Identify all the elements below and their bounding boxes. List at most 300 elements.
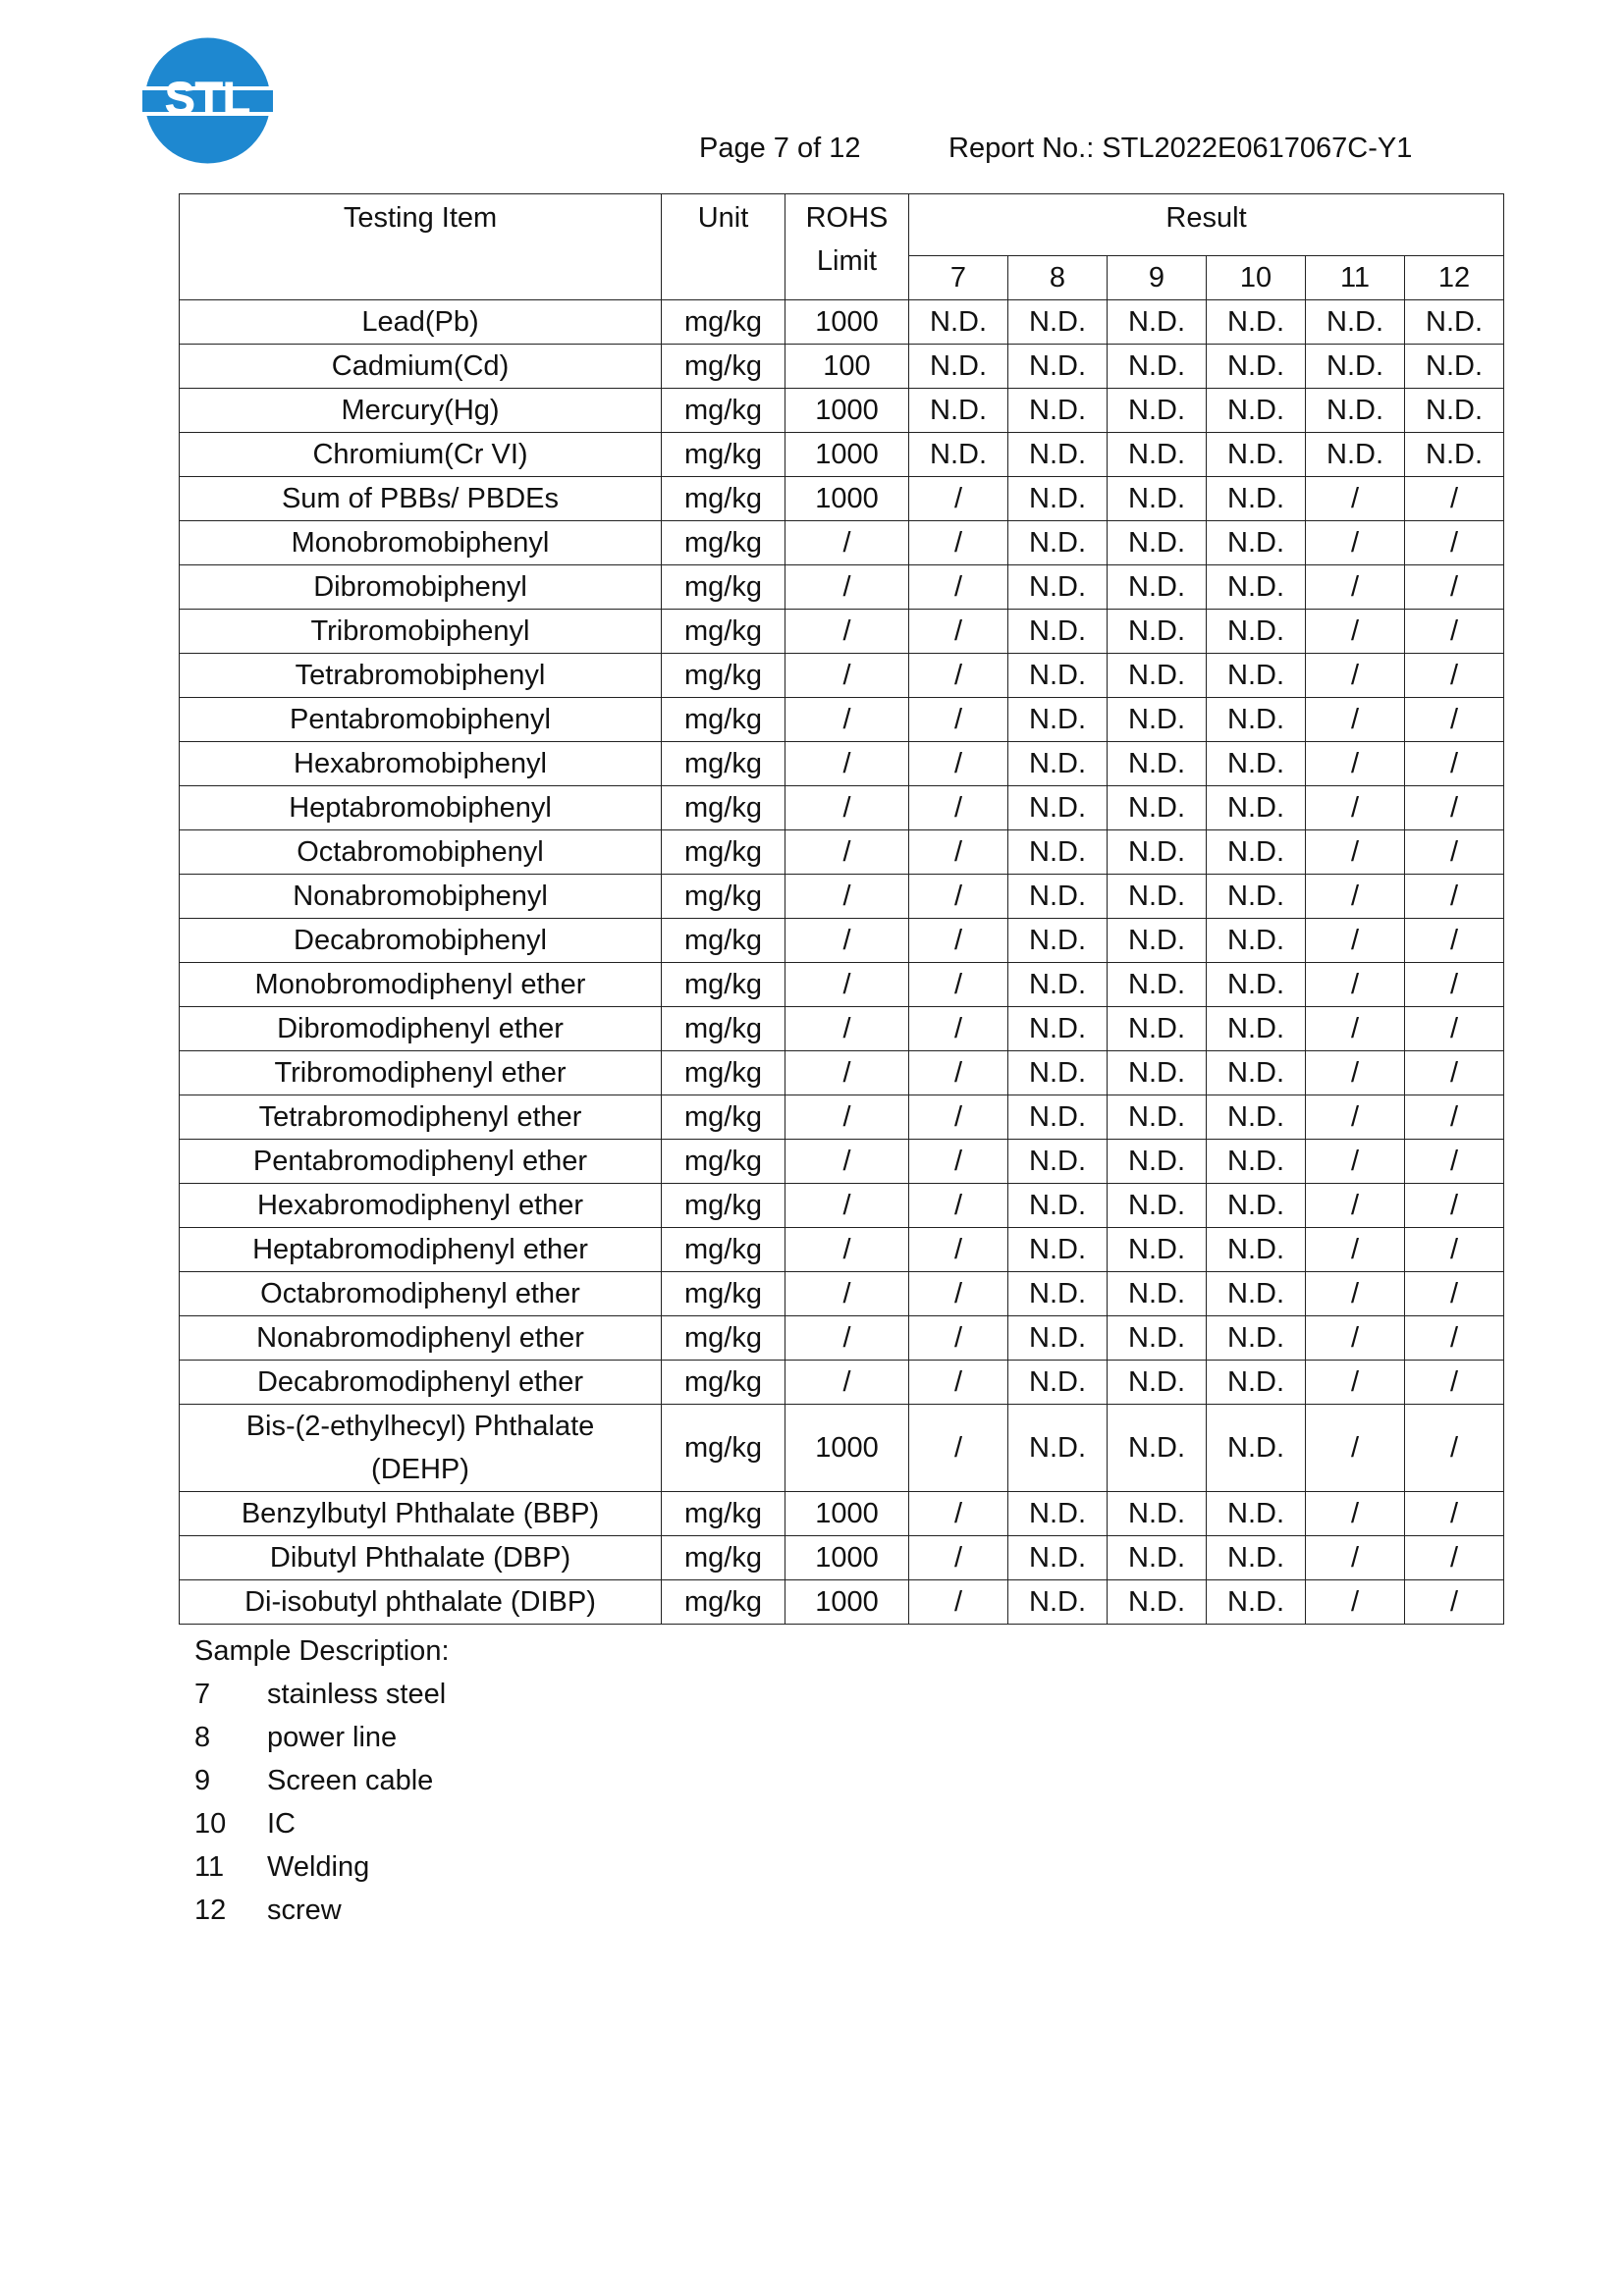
unit-cell: mg/kg (662, 1228, 785, 1272)
sample-number: 11 (194, 1851, 225, 1883)
result-cell: / (1405, 875, 1504, 919)
testing-item-cell: Lead(Pb) (180, 300, 662, 345)
col-rohs-limit-header (785, 194, 909, 300)
table-row (180, 345, 1504, 389)
result-cell: N.D. (1008, 565, 1108, 610)
result-cell: / (909, 1228, 1008, 1272)
result-cell: N.D. (1108, 1140, 1207, 1184)
limit-cell: / (785, 1184, 909, 1228)
result-cell: N.D. (1207, 521, 1306, 565)
testing-item-line1: Bis-(2-ethylhecyl) Phthalate (245, 1411, 595, 1442)
result-cell: N.D. (1108, 565, 1207, 610)
result-cell: / (1405, 1007, 1504, 1051)
result-cell: / (1405, 1051, 1504, 1095)
limit-cell: / (785, 1095, 909, 1140)
testing-item-cell: Sum of PBBs/ PBDEs (180, 477, 662, 521)
unit-cell: mg/kg (662, 1051, 785, 1095)
sample-desc: Welding (267, 1851, 370, 1883)
svg-text:STL: STL (165, 73, 250, 124)
result-cell: N.D. (1306, 433, 1405, 477)
limit-cell: 1000 (785, 477, 909, 521)
result-cell: N.D. (1306, 300, 1405, 345)
result-cell: N.D. (1108, 875, 1207, 919)
table-row (180, 963, 1504, 1007)
result-cell: / (1405, 742, 1504, 786)
unit-cell: mg/kg (662, 389, 785, 433)
table-row (180, 1405, 1504, 1492)
result-cell: N.D. (1108, 300, 1207, 345)
result-cell: / (909, 1580, 1008, 1625)
unit-cell: mg/kg (662, 742, 785, 786)
table-row (180, 610, 1504, 654)
result-cell: / (1405, 1140, 1504, 1184)
table-row (180, 1140, 1504, 1184)
limit-cell: / (785, 786, 909, 830)
limit-cell: / (785, 1316, 909, 1361)
testing-item-cell: Chromium(Cr VI) (180, 433, 662, 477)
sample-col-header: 11 (1306, 256, 1405, 300)
testing-item-cell: Hexabromodiphenyl ether (180, 1184, 662, 1228)
table-row (180, 654, 1504, 698)
limit-cell: / (785, 1007, 909, 1051)
result-cell: N.D. (1207, 1140, 1306, 1184)
testing-item-cell: Di-isobutyl phthalate (DIBP) (180, 1580, 662, 1625)
result-cell: N.D. (1108, 1051, 1207, 1095)
result-cell: / (1306, 1007, 1405, 1051)
sample-col-header: 12 (1405, 256, 1504, 300)
sample-description (194, 1629, 450, 1932)
testing-item-cell: Decabromobiphenyl (180, 919, 662, 963)
table-row (180, 1536, 1504, 1580)
result-cell: / (1405, 919, 1504, 963)
result-cell: N.D. (1207, 345, 1306, 389)
result-cell: N.D. (1108, 1095, 1207, 1140)
table-row (180, 389, 1504, 433)
result-cell: / (909, 1007, 1008, 1051)
result-cell: / (909, 1095, 1008, 1140)
result-cell: N.D. (1008, 389, 1108, 433)
table-row (180, 742, 1504, 786)
result-cell: / (1306, 1492, 1405, 1536)
limit-cell: / (785, 830, 909, 875)
testing-item-cell: Pentabromobiphenyl (180, 698, 662, 742)
limit-cell: / (785, 1228, 909, 1272)
testing-item-cell: Dibromodiphenyl ether (180, 1007, 662, 1051)
result-cell: / (1306, 1140, 1405, 1184)
result-cell: N.D. (1108, 1405, 1207, 1492)
result-cell: N.D. (1008, 1051, 1108, 1095)
result-cell: / (1306, 1051, 1405, 1095)
result-cell: N.D. (909, 300, 1008, 345)
result-cell: N.D. (1008, 300, 1108, 345)
limit-cell: / (785, 610, 909, 654)
result-cell: N.D. (1207, 1405, 1306, 1492)
result-cell: / (909, 1140, 1008, 1184)
result-cell: N.D. (1108, 1536, 1207, 1580)
result-cell: N.D. (1008, 1492, 1108, 1536)
result-cell: N.D. (909, 345, 1008, 389)
result-cell: N.D. (1108, 1184, 1207, 1228)
sample-number: 12 (194, 1895, 227, 1926)
result-cell: / (909, 521, 1008, 565)
unit-cell: mg/kg (662, 919, 785, 963)
result-cell: N.D. (1207, 1228, 1306, 1272)
sample-desc: IC (267, 1808, 296, 1840)
result-cell: / (1405, 610, 1504, 654)
result-cell: N.D. (1108, 477, 1207, 521)
limit-cell: 1000 (785, 389, 909, 433)
result-cell: N.D. (1306, 389, 1405, 433)
result-cell: / (1306, 477, 1405, 521)
result-cell: / (1405, 654, 1504, 698)
limit-cell: / (785, 963, 909, 1007)
testing-item-cell: Tribromodiphenyl ether (180, 1051, 662, 1095)
rohs-limit-line2: Limit (816, 245, 878, 277)
result-cell: / (1306, 654, 1405, 698)
result-cell: / (1306, 1184, 1405, 1228)
testing-item-cell: Octabromodiphenyl ether (180, 1272, 662, 1316)
table-row (180, 565, 1504, 610)
result-cell: / (909, 1272, 1008, 1316)
result-cell: N.D. (1108, 963, 1207, 1007)
unit-cell: mg/kg (662, 1140, 785, 1184)
limit-cell: 1000 (785, 433, 909, 477)
limit-cell: / (785, 1140, 909, 1184)
result-cell: N.D. (1207, 1316, 1306, 1361)
result-cell: N.D. (1207, 742, 1306, 786)
limit-cell: / (785, 521, 909, 565)
result-cell: / (1306, 1316, 1405, 1361)
result-cell: N.D. (1008, 1536, 1108, 1580)
report-number: Report No.: STL2022E0617067C-Y1 (948, 133, 1413, 164)
result-cell: / (1405, 1492, 1504, 1536)
result-cell: / (1405, 698, 1504, 742)
result-cell: N.D. (909, 433, 1008, 477)
sample-col-header: 7 (909, 256, 1008, 300)
result-cell: N.D. (1108, 1492, 1207, 1536)
result-cell: / (1405, 1361, 1504, 1405)
result-cell: N.D. (1008, 521, 1108, 565)
result-cell: N.D. (1405, 433, 1504, 477)
testing-item-cell: Nonabromobiphenyl (180, 875, 662, 919)
result-cell: N.D. (1008, 742, 1108, 786)
result-cell: N.D. (1405, 300, 1504, 345)
sample-col-header: 10 (1207, 256, 1306, 300)
limit-cell: 1000 (785, 1492, 909, 1536)
result-cell: / (1405, 963, 1504, 1007)
result-cell: N.D. (1108, 389, 1207, 433)
result-cell: N.D. (1008, 610, 1108, 654)
result-cell: N.D. (1108, 521, 1207, 565)
testing-item-cell (180, 1405, 662, 1492)
table-row (180, 1272, 1504, 1316)
result-cell: N.D. (1108, 698, 1207, 742)
result-cell: N.D. (1008, 654, 1108, 698)
result-cell: / (909, 1405, 1008, 1492)
sample-list (194, 1673, 450, 1932)
result-cell: N.D. (1108, 1316, 1207, 1361)
result-cell: N.D. (1207, 477, 1306, 521)
result-cell: / (909, 919, 1008, 963)
sample-desc: stainless steel (267, 1679, 447, 1710)
unit-cell: mg/kg (662, 786, 785, 830)
testing-item-cell: Dibutyl Phthalate (DBP) (180, 1536, 662, 1580)
unit-cell: mg/kg (662, 830, 785, 875)
result-cell: N.D. (1405, 345, 1504, 389)
result-cell: N.D. (1008, 477, 1108, 521)
result-cell: / (909, 963, 1008, 1007)
limit-cell: / (785, 565, 909, 610)
result-cell: / (909, 1184, 1008, 1228)
result-cell: N.D. (1008, 345, 1108, 389)
testing-item-cell: Decabromodiphenyl ether (180, 1361, 662, 1405)
result-cell: / (1306, 610, 1405, 654)
result-cell: N.D. (1207, 1361, 1306, 1405)
table-row (180, 521, 1504, 565)
result-cell: N.D. (1008, 433, 1108, 477)
result-cell: N.D. (1008, 830, 1108, 875)
sample-desc: screw (267, 1895, 342, 1926)
result-cell: / (1405, 1272, 1504, 1316)
result-cell: / (1306, 830, 1405, 875)
col-unit-header: Unit (662, 194, 785, 300)
result-cell: / (1306, 565, 1405, 610)
result-cell: / (909, 1492, 1008, 1536)
limit-cell: 1000 (785, 1405, 909, 1492)
table-row (180, 919, 1504, 963)
result-cell: N.D. (1207, 1051, 1306, 1095)
result-cell: / (1306, 1095, 1405, 1140)
result-cell: / (1405, 477, 1504, 521)
testing-item-cell: Octabromobiphenyl (180, 830, 662, 875)
results-table (179, 193, 1504, 1625)
result-cell: N.D. (1108, 786, 1207, 830)
result-cell: N.D. (1207, 1492, 1306, 1536)
unit-cell: mg/kg (662, 1095, 785, 1140)
sample-number: 9 (194, 1765, 211, 1796)
limit-cell: / (785, 1272, 909, 1316)
result-cell: / (1306, 875, 1405, 919)
testing-item-cell: Tetrabromodiphenyl ether (180, 1095, 662, 1140)
result-cell: N.D. (1306, 345, 1405, 389)
unit-cell: mg/kg (662, 300, 785, 345)
limit-cell: 1000 (785, 1580, 909, 1625)
table-row (180, 698, 1504, 742)
result-cell: / (909, 830, 1008, 875)
sample-item (194, 1716, 450, 1759)
result-cell: N.D. (1108, 830, 1207, 875)
testing-item-cell: Heptabromodiphenyl ether (180, 1228, 662, 1272)
col-testing-item-header: Testing Item (180, 194, 662, 300)
result-cell: N.D. (1008, 1405, 1108, 1492)
result-cell: / (1306, 1536, 1405, 1580)
result-cell: N.D. (1207, 1536, 1306, 1580)
unit-cell: mg/kg (662, 1361, 785, 1405)
result-cell: N.D. (1008, 1007, 1108, 1051)
result-cell: / (909, 565, 1008, 610)
sample-item (194, 1673, 450, 1716)
result-cell: N.D. (1108, 1007, 1207, 1051)
unit-cell: mg/kg (662, 1007, 785, 1051)
unit-cell: mg/kg (662, 963, 785, 1007)
unit-cell: mg/kg (662, 521, 785, 565)
table-row (180, 1316, 1504, 1361)
result-cell: N.D. (1108, 1228, 1207, 1272)
result-cell: N.D. (1108, 345, 1207, 389)
result-cell: N.D. (1207, 919, 1306, 963)
table-row (180, 1228, 1504, 1272)
rohs-limit-line1: ROHS (805, 202, 889, 234)
table-row (180, 1051, 1504, 1095)
testing-item-cell: Tetrabromobiphenyl (180, 654, 662, 698)
result-cell: N.D. (1108, 1272, 1207, 1316)
result-cell: / (909, 742, 1008, 786)
unit-cell: mg/kg (662, 1316, 785, 1361)
col-result-header: Result (909, 194, 1504, 256)
unit-cell: mg/kg (662, 610, 785, 654)
result-cell: / (1405, 1095, 1504, 1140)
table-row (180, 1007, 1504, 1051)
result-cell: / (1306, 1405, 1405, 1492)
unit-cell: mg/kg (662, 1272, 785, 1316)
result-cell: / (1405, 521, 1504, 565)
table-row (180, 477, 1504, 521)
result-cell: / (1306, 786, 1405, 830)
result-cell: / (909, 610, 1008, 654)
result-cell: / (1405, 786, 1504, 830)
sample-number: 7 (194, 1679, 211, 1710)
unit-cell: mg/kg (662, 1536, 785, 1580)
result-cell: / (909, 477, 1008, 521)
unit-cell: mg/kg (662, 654, 785, 698)
table-row (180, 1492, 1504, 1536)
result-cell: N.D. (1108, 1361, 1207, 1405)
result-cell: N.D. (1008, 1580, 1108, 1625)
result-cell: / (1405, 565, 1504, 610)
testing-item-cell: Pentabromodiphenyl ether (180, 1140, 662, 1184)
result-cell: N.D. (1008, 786, 1108, 830)
result-cell: / (909, 1051, 1008, 1095)
table-row (180, 1580, 1504, 1625)
table-row (180, 300, 1504, 345)
result-cell: / (1405, 830, 1504, 875)
testing-item-cell: Benzylbutyl Phthalate (BBP) (180, 1492, 662, 1536)
sample-number: 8 (194, 1722, 211, 1753)
sample-desc: Screen cable (267, 1765, 434, 1796)
unit-cell: mg/kg (662, 345, 785, 389)
result-cell: N.D. (909, 389, 1008, 433)
result-cell: N.D. (1207, 1580, 1306, 1625)
testing-item-cell: Tribromobiphenyl (180, 610, 662, 654)
unit-cell: mg/kg (662, 698, 785, 742)
result-cell: N.D. (1008, 1095, 1108, 1140)
result-cell: N.D. (1008, 963, 1108, 1007)
result-cell: N.D. (1207, 654, 1306, 698)
sample-item (194, 1802, 450, 1845)
result-cell: / (1306, 1272, 1405, 1316)
sample-item (194, 1759, 450, 1802)
result-cell: N.D. (1207, 1272, 1306, 1316)
limit-cell: / (785, 919, 909, 963)
limit-cell: / (785, 698, 909, 742)
table-row (180, 1095, 1504, 1140)
result-cell: / (1306, 698, 1405, 742)
result-cell: N.D. (1207, 1184, 1306, 1228)
table-row (180, 1361, 1504, 1405)
result-cell: N.D. (1108, 610, 1207, 654)
result-cell: N.D. (1108, 742, 1207, 786)
testing-item-line2: (DEHP) (371, 1454, 469, 1485)
page-header (0, 131, 1624, 170)
result-cell: / (1306, 1361, 1405, 1405)
result-cell: / (909, 1536, 1008, 1580)
result-cell: N.D. (1207, 389, 1306, 433)
result-cell: / (1405, 1536, 1504, 1580)
result-cell: N.D. (1108, 919, 1207, 963)
table-row (180, 786, 1504, 830)
result-cell: N.D. (1008, 875, 1108, 919)
result-cell: N.D. (1108, 1580, 1207, 1625)
result-cell: / (1306, 521, 1405, 565)
result-cell: / (909, 786, 1008, 830)
sample-col-header: 9 (1108, 256, 1207, 300)
result-cell: / (1405, 1316, 1504, 1361)
result-cell: / (909, 698, 1008, 742)
sample-item (194, 1845, 450, 1889)
result-cell: / (909, 875, 1008, 919)
result-cell: N.D. (1207, 1095, 1306, 1140)
testing-item-cell: Dibromobiphenyl (180, 565, 662, 610)
result-cell: / (1306, 1580, 1405, 1625)
result-cell: N.D. (1207, 1007, 1306, 1051)
result-cell: N.D. (1207, 610, 1306, 654)
result-cell: / (1405, 1228, 1504, 1272)
result-cell: / (1306, 1228, 1405, 1272)
table-row (180, 830, 1504, 875)
limit-cell: / (785, 1361, 909, 1405)
sample-desc: power line (267, 1722, 398, 1753)
result-cell: N.D. (1207, 565, 1306, 610)
table-row (180, 875, 1504, 919)
unit-cell: mg/kg (662, 433, 785, 477)
limit-cell: / (785, 742, 909, 786)
table-row (180, 1184, 1504, 1228)
limit-cell: 100 (785, 345, 909, 389)
result-cell: N.D. (1207, 786, 1306, 830)
result-cell: N.D. (1008, 1316, 1108, 1361)
limit-cell: 1000 (785, 1536, 909, 1580)
result-cell: N.D. (1008, 919, 1108, 963)
testing-item-cell: Hexabromobiphenyl (180, 742, 662, 786)
limit-cell: / (785, 654, 909, 698)
result-cell: N.D. (1207, 963, 1306, 1007)
result-cell: N.D. (1008, 1140, 1108, 1184)
result-cell: N.D. (1108, 654, 1207, 698)
result-cell: / (909, 654, 1008, 698)
result-cell: N.D. (1008, 1228, 1108, 1272)
result-cell: N.D. (1405, 389, 1504, 433)
unit-cell: mg/kg (662, 1405, 785, 1492)
result-cell: N.D. (1008, 698, 1108, 742)
sample-description-title: Sample Description: (194, 1635, 450, 1667)
results-body (180, 300, 1504, 1625)
result-cell: N.D. (1207, 875, 1306, 919)
testing-item-cell: Heptabromobiphenyl (180, 786, 662, 830)
result-cell: / (1405, 1580, 1504, 1625)
result-cell: / (909, 1316, 1008, 1361)
testing-item-cell: Mercury(Hg) (180, 389, 662, 433)
result-cell: N.D. (1207, 698, 1306, 742)
